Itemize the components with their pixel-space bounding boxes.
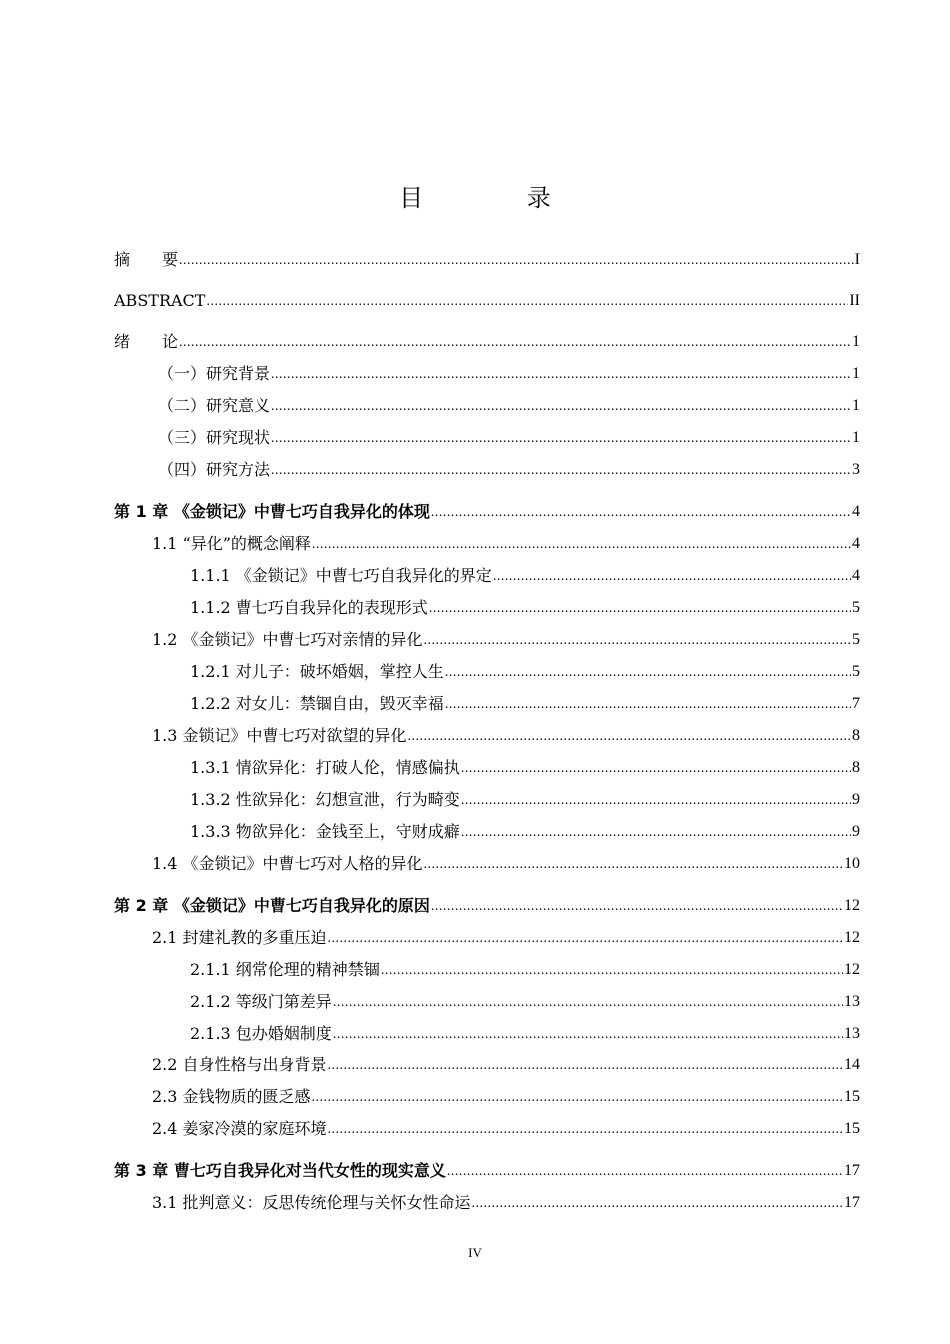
toc-entry-1-1-2[interactable] bbox=[190, 594, 860, 618]
toc-entry-3-1[interactable] bbox=[152, 1189, 860, 1213]
toc-entry-1-2-1[interactable] bbox=[190, 658, 860, 682]
toc-page: 15 bbox=[844, 1088, 860, 1105]
toc-entry-abstract-en[interactable] bbox=[114, 287, 860, 311]
toc-label: 第 1 章 《金锁记》中曹七巧自我异化的体现 bbox=[114, 502, 430, 521]
toc-page: 4 bbox=[852, 503, 860, 520]
toc-label: （一）研究背景 bbox=[158, 364, 271, 383]
toc-label: ABSTRACT bbox=[114, 291, 206, 310]
toc-leader bbox=[445, 696, 851, 714]
toc-page: 10 bbox=[844, 855, 860, 872]
toc-label: 2.2 自身性格与出身背景 bbox=[152, 1055, 327, 1074]
toc-page: 5 bbox=[852, 631, 860, 648]
toc-label: （三）研究现状 bbox=[158, 428, 271, 447]
toc-leader bbox=[461, 760, 851, 778]
toc-leader bbox=[447, 1163, 843, 1181]
toc-leader bbox=[431, 898, 843, 916]
toc-entry-1-3-2[interactable] bbox=[190, 786, 860, 810]
toc-page: 8 bbox=[852, 759, 860, 776]
toc-entry-1-3-3[interactable] bbox=[190, 818, 860, 842]
toc-label: 3.1 批判意义：反思传统伦理与关怀女性命运 bbox=[152, 1193, 471, 1212]
toc-leader bbox=[206, 293, 848, 311]
toc-leader bbox=[333, 994, 843, 1012]
toc-page: 12 bbox=[844, 897, 860, 914]
toc-label: 2.1.3 包办婚姻制度 bbox=[190, 1024, 332, 1043]
toc-label: 1.2.2 对女儿：禁锢自由，毁灭幸福 bbox=[190, 694, 444, 713]
toc-leader bbox=[472, 1195, 843, 1213]
toc-leader bbox=[493, 568, 851, 586]
toc-label: 2.1.2 等级门第差异 bbox=[190, 992, 332, 1011]
toc-leader bbox=[381, 962, 843, 980]
toc-leader bbox=[333, 1026, 843, 1044]
toc-leader bbox=[179, 334, 851, 352]
toc-title: 目 录 bbox=[399, 184, 599, 212]
toc-page: 5 bbox=[852, 663, 860, 680]
toc-label: （四）研究方法 bbox=[158, 460, 271, 479]
toc-page: 9 bbox=[852, 791, 860, 808]
toc-page: 8 bbox=[852, 727, 860, 744]
toc-page: 4 bbox=[852, 567, 860, 584]
toc-page: 9 bbox=[852, 823, 860, 840]
toc-entry-introduction[interactable] bbox=[114, 328, 860, 352]
toc-leader bbox=[461, 792, 851, 810]
toc-page: 14 bbox=[844, 1056, 860, 1073]
toc-entry-2-4[interactable] bbox=[152, 1115, 860, 1139]
toc-label: 第 2 章 《金锁记》中曹七巧自我异化的原因 bbox=[114, 896, 430, 915]
toc-label: 2.3 金钱物质的匮乏感 bbox=[152, 1087, 311, 1106]
toc-leader bbox=[461, 824, 851, 842]
toc-page: 12 bbox=[844, 929, 860, 946]
toc-leader bbox=[271, 430, 851, 448]
toc-label: 2.1 封建礼教的多重压迫 bbox=[152, 928, 327, 947]
toc-leader bbox=[312, 536, 851, 554]
toc-entry-1-4[interactable] bbox=[152, 850, 860, 874]
toc-page: 5 bbox=[852, 599, 860, 616]
toc-leader bbox=[328, 930, 843, 948]
toc-page: 13 bbox=[844, 1025, 860, 1042]
toc-label: 1.1.1 《金锁记》中曹七巧自我异化的界定 bbox=[190, 566, 492, 585]
toc-label: 1.3.1 情欲异化：打破人伦，情感偏执 bbox=[190, 758, 460, 777]
toc-page: II bbox=[849, 292, 860, 309]
toc-leader bbox=[271, 366, 851, 384]
toc-label: 1.4 《金锁记》中曹七巧对人格的异化 bbox=[152, 854, 423, 873]
toc-page: 1 bbox=[852, 429, 860, 446]
toc-entry-abstract-cn[interactable] bbox=[114, 246, 860, 270]
toc-label: 1.3 金锁记》中曹七巧对欲望的异化 bbox=[152, 726, 407, 745]
toc-page: 13 bbox=[844, 993, 860, 1010]
toc-entry-1-3-1[interactable] bbox=[190, 754, 860, 778]
toc-page: 17 bbox=[844, 1162, 860, 1179]
toc-label: 1.2.1 对儿子：破坏婚姻，掌控人生 bbox=[190, 662, 444, 681]
toc-label: 第 3 章 曹七巧自我异化对当代女性的现实意义 bbox=[114, 1161, 446, 1180]
toc-entry-2-3[interactable] bbox=[152, 1083, 860, 1107]
toc-label: 1.3.2 性欲异化：幻想宣泄，行为畸变 bbox=[190, 790, 460, 809]
toc-entry-intro-3[interactable] bbox=[158, 424, 860, 448]
toc-entry-intro-2[interactable] bbox=[158, 392, 860, 416]
toc-label: （二）研究意义 bbox=[158, 396, 271, 415]
toc-page: 17 bbox=[844, 1194, 860, 1211]
toc-leader bbox=[328, 1121, 843, 1139]
toc-leader bbox=[424, 856, 843, 874]
toc-page: 1 bbox=[852, 365, 860, 382]
toc-page: 1 bbox=[852, 333, 860, 350]
toc-entry-1-1[interactable] bbox=[152, 530, 860, 554]
toc-leader bbox=[429, 600, 851, 618]
toc-label: 1.1 “异化”的概念阐释 bbox=[152, 534, 311, 553]
toc-page: I bbox=[854, 251, 860, 268]
toc-entry-1-2[interactable] bbox=[152, 626, 860, 650]
toc-entry-intro-4[interactable] bbox=[158, 456, 860, 480]
toc-leader bbox=[328, 1057, 843, 1075]
toc-entry-2-1-2[interactable] bbox=[190, 988, 860, 1012]
toc-leader bbox=[408, 728, 851, 746]
toc-label: 2.1.1 纲常伦理的精神禁锢 bbox=[190, 960, 380, 979]
toc-leader bbox=[424, 632, 851, 650]
toc-label: 2.4 姜家冷漠的家庭环境 bbox=[152, 1119, 327, 1138]
toc-leader bbox=[431, 504, 851, 522]
toc-entry-1-1-1[interactable] bbox=[190, 562, 860, 586]
toc-page: 4 bbox=[852, 535, 860, 552]
toc-entry-chapter-2[interactable] bbox=[114, 892, 860, 916]
toc-leader bbox=[271, 398, 851, 416]
toc-leader bbox=[179, 252, 854, 270]
toc-entry-2-1-3[interactable] bbox=[190, 1020, 860, 1044]
toc-leader bbox=[445, 664, 851, 682]
toc-page: 7 bbox=[852, 695, 860, 712]
toc-entry-2-1-1[interactable] bbox=[190, 956, 860, 980]
toc-entry-1-2-2[interactable] bbox=[190, 690, 860, 714]
toc-leader bbox=[271, 462, 851, 480]
toc-page: 12 bbox=[844, 961, 860, 978]
toc-entry-2-1[interactable] bbox=[152, 924, 860, 948]
toc-entry-chapter-3[interactable] bbox=[114, 1157, 860, 1181]
toc-page: 15 bbox=[844, 1120, 860, 1137]
toc-label: 1.2 《金锁记》中曹七巧对亲情的异化 bbox=[152, 630, 423, 649]
toc-leader bbox=[312, 1089, 843, 1107]
toc-entry-intro-1[interactable] bbox=[158, 360, 860, 384]
toc-label: 绪 论 bbox=[114, 332, 179, 351]
toc-page: 1 bbox=[852, 397, 860, 414]
toc-label: 1.3.3 物欲异化：金钱至上，守财成癖 bbox=[190, 822, 460, 841]
page-number: IV bbox=[468, 1245, 482, 1260]
toc-label: 摘 要 bbox=[114, 250, 179, 269]
toc-entry-chapter-1[interactable] bbox=[114, 498, 860, 522]
toc-page: 3 bbox=[852, 461, 860, 478]
toc-entry-1-3[interactable] bbox=[152, 722, 860, 746]
toc-label: 1.1.2 曹七巧自我异化的表现形式 bbox=[190, 598, 428, 617]
toc-entry-2-2[interactable] bbox=[152, 1051, 860, 1075]
